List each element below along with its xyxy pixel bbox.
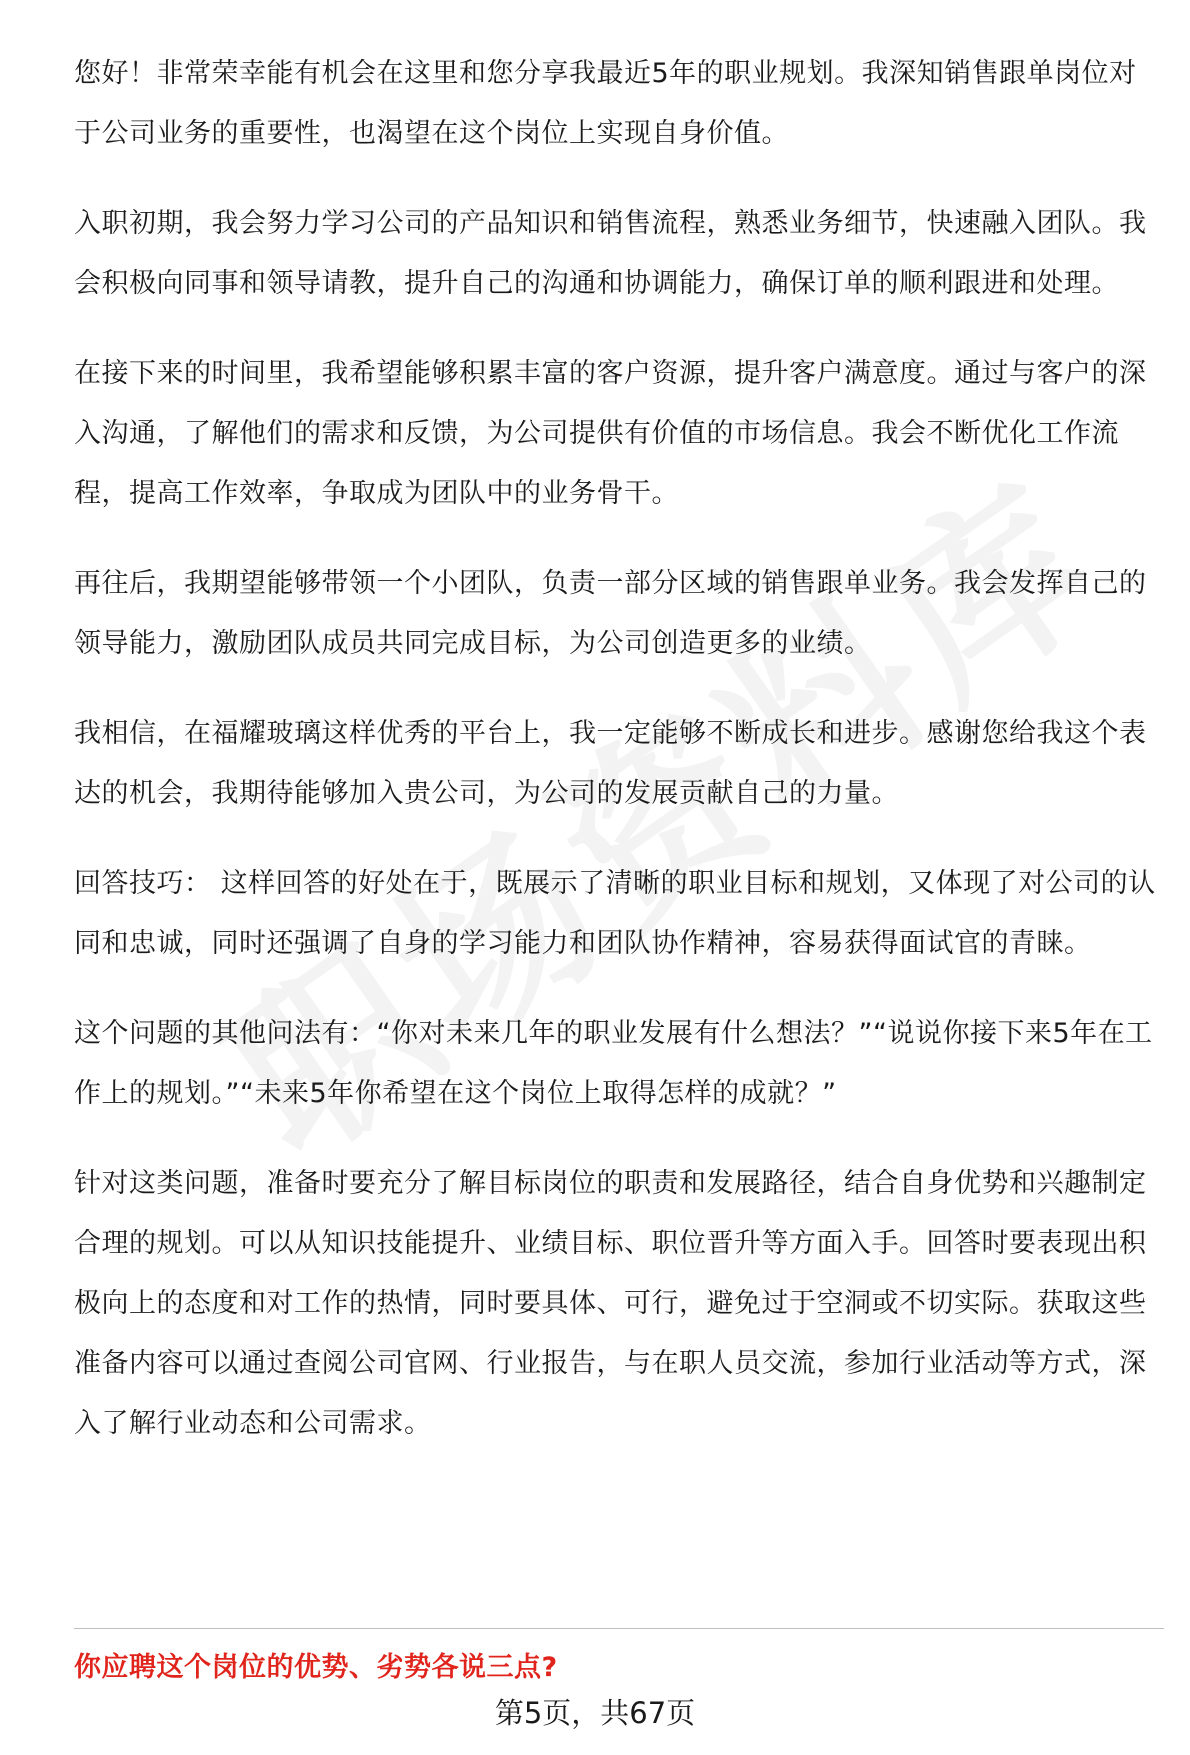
page-number: 第5页，共67页 (494, 1696, 696, 1730)
paragraph-alternate-questions: 这个问题的其他问法有：“你对未来几年的职业发展有什么想法？”“说说你接下来5年在工作上的规划。”“未来5年你希望在这个岗位上取得怎样的成就？” (74, 1018, 1153, 1109)
section-divider (74, 1628, 1164, 1629)
paragraph-early-stage: 入职初期，我会努力学习公司的产品知识和销售流程，熟悉业务细节，快速融入团队。我会积极向同事和领导请教，提升自己的沟通和协调能力，确保订单的顺利跟进和处理。 (74, 208, 1147, 299)
paragraph-intro: 您好！非常荣幸能有机会在这里和您分享我最近5年的职业规划。我深知销售跟单岗位对于公司业务的重要性，也渴望在这个岗位上实现自身价值。 (74, 58, 1137, 149)
paragraph-answer-tips: 回答技巧： 这样回答的好处在于，既展示了清晰的职业目标和规划，又体现了对公司的认同和忠诚，同时还强调了自身的学习能力和团队协作精神，容易获得面试官的青睐。 (74, 868, 1156, 959)
paragraph-closing: 我相信，在福耀玻璃这样优秀的平台上，我一定能够不断成长和进步。感谢您给我这个表达的机会，我期待能够加入贵公司，为公司的发展贡献自己的力量。 (74, 718, 1147, 809)
next-question-heading: 你应聘这个岗位的优势、劣势各说三点? (74, 1652, 558, 1683)
paragraph-preparation-advice: 针对这类问题，准备时要充分了解目标岗位的职责和发展路径，结合自身优势和兴趣制定合理的规划。可以从知识技能提升、业绩目标、职位晋升等方面入手。回答时要表现出积极向上的态度和对工作的热情，同时要具体、可行，避免过于空洞或不切实际。获取这些准备内容可以通过查阅公司官网、行业报告，与在职人员交流，参加行业活动等方式，深入了解行业动态和公司需求。 (74, 1168, 1147, 1439)
document-body (74, 44, 1164, 1484)
paragraph-later-stage: 再往后，我期望能够带领一个小团队，负责一部分区域的销售跟单业务。我会发挥自己的领导能力，激励团队成员共同完成目标，为公司创造更多的业绩。 (74, 568, 1147, 659)
paragraph-mid-stage: 在接下来的时间里，我希望能够积累丰富的客户资源，提升客户满意度。通过与客户的深入沟通，了解他们的需求和反馈，为公司提供有价值的市场信息。我会不断优化工作流程，提高工作效率，争取成为团队中的业务骨干。 (74, 358, 1147, 509)
